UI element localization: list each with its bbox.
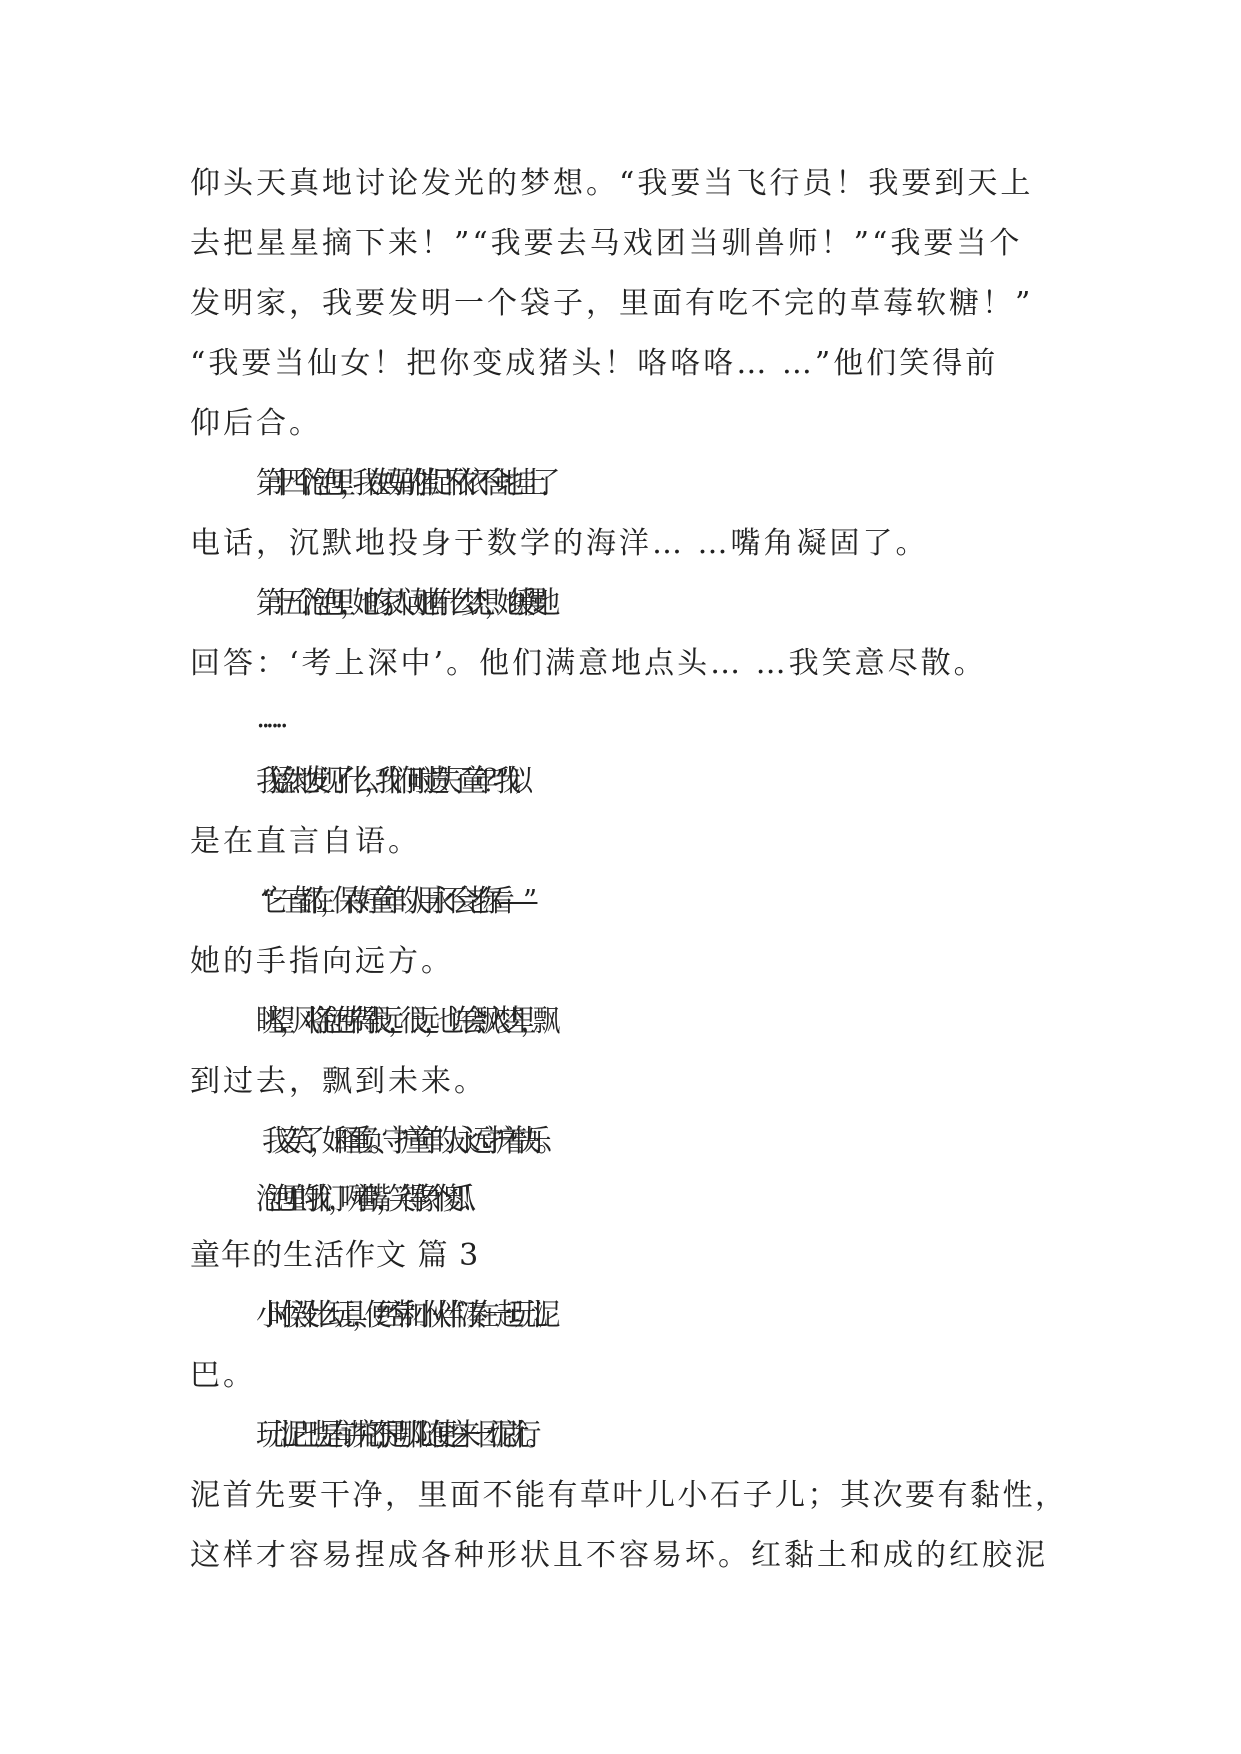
paragraph-first-line: 我猛然地发现了什么，“我们何时遗失了童年？”我似 bbox=[256, 764, 518, 799]
text-line: 巴。 bbox=[190, 1358, 256, 1393]
text-line: 电话，沉默地投身于数学的海洋… …嘴角凝固了。 bbox=[190, 526, 929, 561]
paragraph-first-line: 眺望，风将泡泡带得很远，很远，也许会飘入梦里，飘 bbox=[256, 1004, 545, 1039]
text-line: “我要当仙女！把你变成猪头！咯咯咯… …”他们笑得前 bbox=[190, 346, 999, 381]
paragraph-first-line: 玩儿泥巴也是有讲究的,不是哪儿随便挖来一团泥就行。 bbox=[256, 1418, 538, 1453]
text-line: 发明家，我要发明一个袋子，里面有吃不完的草莓软糖！” bbox=[190, 286, 1034, 321]
text-line: 到过去，飘到未来。 bbox=[190, 1064, 487, 1099]
text-line: 仰后合。 bbox=[190, 406, 322, 441]
paragraph-first-line: 我又笑了，如释重负。守护童年的人永远守护着快乐。 bbox=[262, 1124, 549, 1159]
text-line: 去把星星摘下来！”“我要去马戏团当驯兽师！”“我要当个 bbox=[190, 226, 1023, 261]
text-line: 是在直言自语。 bbox=[190, 824, 421, 859]
paragraph-first-line: “它一直都在，保存好童年的人用永不会老你看——” bbox=[262, 884, 522, 919]
section-heading: 童年的生活作文 篇 3 bbox=[190, 1238, 480, 1273]
text-line: 回答：‘考上深中’。他们满意地点头… …我笑意尽散。 bbox=[190, 646, 987, 681]
ellipsis-line: … … bbox=[256, 700, 274, 735]
text-line: 泥首先要干净，里面不能有草叶儿小石子儿；其次要有黏性， bbox=[190, 1478, 1068, 1513]
paragraph-first-line: 小时候没什么玩具，便经常和小伙伴们凑在一起玩儿泥 bbox=[256, 1298, 545, 1333]
text-line: 仰头天真地讨论发光的梦想。“我要当飞行员！我要到天上 bbox=[190, 166, 1034, 201]
text-line: 这样才容易捏成各种形状且不容易坏。红黏土和成的红胶泥 bbox=[190, 1538, 1048, 1573]
paragraph-first-line: 泡泡里的我们，咧着嘴，笑得像个傻瓜！ bbox=[256, 1182, 473, 1217]
paragraph-first-line: 第十五个泡泡里，她的家人问她有什么梦想，她缓慢地 bbox=[256, 586, 545, 621]
text-line: 她的手指向远方。 bbox=[190, 944, 454, 979]
paragraph-first-line: 第十四个泡泡里，我在妈妈的催促下依依不舍地挂上了 bbox=[256, 466, 545, 501]
